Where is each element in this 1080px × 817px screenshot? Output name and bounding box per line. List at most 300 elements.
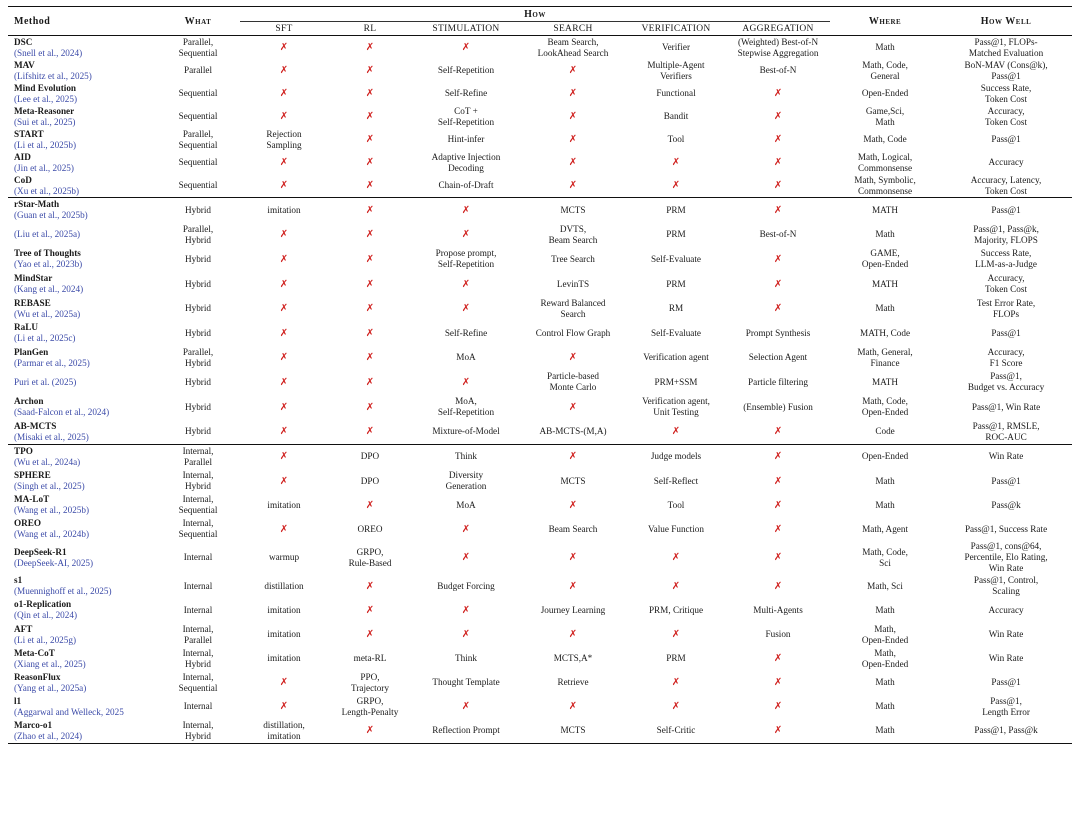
table-row [8, 105, 1072, 128]
method-cell [8, 574, 156, 598]
method-citation[interactable]: (Singh et al., 2025) [14, 481, 85, 492]
rl-cell [328, 247, 412, 272]
how-well-cell: Pass@1, FLOPs- Matched Evaluation [968, 36, 1044, 58]
cross-mark-icon: ✗ [365, 629, 375, 641]
rl-cell [328, 321, 412, 346]
how-well-cell: Pass@1, Win Rate [971, 401, 1041, 412]
rl-cell: OREO [357, 523, 383, 534]
cross-mark-icon: ✗ [671, 157, 681, 168]
method-cell [8, 82, 156, 105]
verification-cell [626, 574, 726, 598]
where-cell: MATH [830, 198, 940, 223]
what-cell: Internal, Hybrid [182, 647, 214, 669]
method-citation[interactable]: (Lifshitz et al., 2025) [14, 70, 92, 81]
verification-cell: PRM+SSM [654, 376, 698, 387]
rl-cell [328, 370, 412, 395]
cross-mark-icon: ✗ [568, 701, 578, 713]
cross-mark-icon: ✗ [568, 552, 578, 564]
method-citation[interactable]: (Guan et al., 2025b) [14, 210, 88, 221]
search-cell: MCTS [520, 198, 626, 223]
table-row [8, 321, 1072, 346]
cross-mark-icon: ✗ [279, 701, 289, 713]
rl-cell [328, 198, 412, 223]
rl-cell [328, 36, 412, 60]
search-cell [520, 59, 626, 82]
aggregation-cell [726, 493, 830, 517]
how-well-cell: Pass@1, Pass@k, Majority, FLOPS [973, 223, 1039, 245]
method-citation[interactable]: (Aggarwal and Welleck, 2025 [14, 706, 124, 717]
method-name: Mind Evolution [14, 82, 77, 93]
search-cell: MCTS [520, 719, 626, 744]
what-cell: Internal [183, 701, 213, 712]
how-well-cell: Accuracy [988, 604, 1024, 615]
cross-mark-icon: ✗ [568, 88, 578, 99]
sft-cell [240, 247, 328, 272]
where-cell: Open-Ended [861, 88, 909, 98]
method-cell [8, 272, 156, 297]
method-citation[interactable]: (Wang et al., 2024b) [14, 529, 90, 540]
search-cell: DVTS, Beam Search [548, 223, 598, 245]
stimulation-cell [412, 36, 520, 60]
cross-mark-icon: ✗ [279, 157, 289, 168]
what-cell: Sequential [178, 111, 218, 121]
method-cell [8, 198, 156, 223]
sft-cell: imitation [267, 499, 301, 510]
cross-mark-icon: ✗ [461, 629, 471, 641]
table-row [8, 272, 1072, 297]
method-citation[interactable]: (Wu et al., 2025a) [14, 308, 81, 319]
search-cell [520, 82, 626, 105]
method-citation[interactable]: (Misaki et al., 2025) [14, 431, 89, 442]
table-row [8, 419, 1072, 444]
method-citation[interactable]: (Liu et al., 2025a) [14, 229, 81, 240]
cross-mark-icon: ✗ [365, 42, 375, 53]
where-cell: Math, Sci [867, 580, 903, 591]
paper-table-region [8, 0, 1072, 744]
table-row [8, 82, 1072, 105]
cross-mark-icon: ✗ [568, 352, 578, 364]
verification-cell: Verifier [661, 42, 691, 52]
method-citation[interactable]: (Lee et al., 2025) [14, 93, 78, 104]
method-cell [8, 128, 156, 151]
stimulation-cell [412, 598, 520, 622]
stimulation-cell: Adaptive Injection Decoding [431, 151, 501, 173]
rl-cell [328, 719, 412, 744]
method-citation[interactable]: (Li et al., 2025b) [14, 139, 76, 150]
header-how-well: How Well [940, 7, 1072, 36]
method-citation[interactable]: (Kang et al., 2024) [14, 284, 84, 295]
verification-cell: Value Function [648, 523, 704, 534]
verification-cell: Self-Evaluate [651, 253, 701, 264]
aggregation-cell [726, 444, 830, 469]
method-citation[interactable]: (Parmar et al., 2025) [14, 357, 90, 368]
verification-cell [626, 695, 726, 719]
rl-cell [328, 296, 412, 321]
method-name: s1 [14, 575, 23, 586]
search-cell [520, 128, 626, 151]
cross-mark-icon: ✗ [671, 701, 681, 713]
cross-mark-icon: ✗ [461, 229, 471, 241]
where-cell: Math [875, 475, 895, 486]
table-row [8, 151, 1072, 174]
cross-mark-icon: ✗ [279, 376, 289, 388]
aggregation-cell [726, 198, 830, 223]
cross-mark-icon: ✗ [773, 475, 783, 487]
table-row [8, 719, 1072, 744]
method-cell [8, 36, 156, 60]
where-cell: Code [875, 426, 895, 437]
verification-cell [626, 419, 726, 444]
where-cell: Open-Ended [830, 444, 940, 469]
method-name: CoD [14, 174, 32, 185]
verification-cell [626, 623, 726, 647]
where-cell: Math, Code [863, 134, 907, 144]
aggregation-cell: Fusion [765, 629, 791, 640]
what-cell: Internal, Hybrid [156, 719, 240, 744]
aggregation-cell: Particle filtering [748, 376, 808, 387]
method-name: rStar-Math [14, 199, 60, 210]
method-citation[interactable]: (DeepSeek-AI, 2025) [14, 557, 94, 568]
method-name: PlanGen [14, 346, 49, 357]
how-well-cell: Pass@1, Budget vs. Accuracy [967, 371, 1045, 393]
cross-mark-icon: ✗ [365, 303, 375, 315]
table-row [8, 36, 1072, 60]
verification-cell: PRM, Critique [648, 604, 704, 615]
how-well-cell: Accuracy, Token Cost [985, 273, 1028, 295]
aggregation-cell [726, 296, 830, 321]
aggregation-cell [726, 151, 830, 174]
table-row [8, 444, 1072, 469]
verification-cell [626, 174, 726, 198]
what-cell: Parallel [183, 65, 213, 75]
verification-cell: Multiple-Agent Verifiers [647, 59, 705, 81]
where-cell: Math [875, 303, 895, 314]
what-cell: Internal [183, 580, 213, 591]
search-cell [520, 395, 626, 420]
verification-cell: Verification agent [643, 352, 709, 363]
where-cell: Math, Open-Ended [861, 623, 909, 645]
search-cell: Tree Search [551, 253, 595, 264]
method-cell [8, 151, 156, 174]
where-cell: Math, Logical, Commonsense [857, 151, 913, 173]
rl-cell [328, 223, 412, 248]
how-well-cell: Pass@1 [991, 677, 1021, 688]
cross-mark-icon: ✗ [568, 401, 578, 413]
verification-cell: Verification agent, Unit Testing [642, 396, 710, 418]
method-cell [8, 541, 156, 574]
rl-cell: GRPO, Length-Penalty [341, 695, 399, 717]
rl-cell [328, 598, 412, 622]
method-name: TPO [14, 445, 33, 456]
cross-mark-icon: ✗ [773, 111, 783, 122]
method-citation[interactable]: (Wu et al., 2024a) [14, 456, 81, 467]
how-well-cell: Pass@1, Pass@k [940, 719, 1072, 744]
sft-cell: imitation [267, 653, 301, 664]
method-name: SPHERE [14, 470, 51, 481]
stimulation-cell: Mixture-of-Model [432, 426, 500, 437]
table-header [8, 7, 1072, 36]
how-well-cell: Accuracy, Latency, Token Cost [970, 174, 1042, 196]
where-cell: Math, Agent [862, 523, 909, 534]
cross-mark-icon: ✗ [773, 157, 783, 168]
search-cell [520, 151, 626, 174]
how-well-cell: Accuracy, F1 Score [987, 346, 1025, 368]
search-cell: AB-MCTS-(M,A) [539, 426, 607, 437]
sft-cell [240, 419, 328, 444]
cross-mark-icon: ✗ [773, 303, 783, 315]
method-cell [8, 59, 156, 82]
cross-mark-icon: ✗ [279, 426, 289, 438]
header-stimulation: STIMULATION [412, 22, 520, 36]
method-cell [8, 719, 156, 744]
what-cell: Internal, Parallel [156, 444, 240, 469]
method-citation[interactable]: (Jin et al., 2025) [14, 162, 74, 173]
sft-cell: distillation [264, 580, 304, 591]
rl-cell [328, 419, 412, 444]
how-well-cell: Pass@k [991, 499, 1021, 510]
method-citation[interactable]: (Xiang et al., 2025) [14, 658, 86, 669]
stimulation-cell: Diversity Generation [445, 470, 487, 492]
method-cell [8, 493, 156, 517]
stimulation-cell: Self-Refine [444, 88, 488, 98]
cross-mark-icon: ✗ [279, 278, 289, 290]
header-rl: RL [328, 22, 412, 36]
cross-mark-icon: ✗ [773, 204, 783, 216]
search-cell [520, 623, 626, 647]
table-row [8, 695, 1072, 719]
cross-mark-icon: ✗ [773, 278, 783, 290]
where-cell: MATH [872, 278, 899, 289]
rl-cell: GRPO, Rule-Based [348, 546, 392, 568]
header-where: Where [830, 7, 940, 36]
cross-mark-icon: ✗ [279, 229, 289, 241]
search-cell [520, 346, 626, 371]
method-cell [8, 647, 156, 671]
aggregation-cell [726, 105, 830, 128]
cross-mark-icon: ✗ [461, 552, 471, 564]
stimulation-cell [412, 695, 520, 719]
table-row [8, 493, 1072, 517]
cross-mark-icon: ✗ [671, 677, 681, 689]
cross-mark-icon: ✗ [461, 701, 471, 713]
what-cell: Parallel, Hybrid [182, 223, 214, 245]
method-citation[interactable]: Puri et al. (2025) [14, 376, 77, 387]
method-name: Marco-o1 [14, 719, 53, 730]
verification-cell: PRM [666, 278, 686, 289]
verification-cell: Tool [667, 499, 685, 510]
sft-cell: imitation [240, 198, 328, 223]
method-name: Archon [14, 396, 44, 407]
cross-mark-icon: ✗ [279, 451, 289, 463]
search-cell: LevinTS [556, 278, 590, 289]
rl-cell [328, 574, 412, 598]
method-cell [8, 623, 156, 647]
how-well-cell: Pass@1, RMSLE, ROC-AUC [972, 420, 1040, 442]
cross-mark-icon: ✗ [365, 327, 375, 339]
how-well-cell: Test Error Rate, FLOPs [976, 297, 1036, 319]
stimulation-cell: Hint-infer [447, 134, 485, 144]
rl-cell [328, 151, 412, 174]
cross-mark-icon: ✗ [365, 725, 375, 737]
method-name: MindStar [14, 273, 53, 284]
table-row [8, 223, 1072, 248]
table-row [8, 623, 1072, 647]
sft-cell [240, 671, 328, 695]
where-cell: Game,Sci, Math [865, 105, 905, 127]
method-citation[interactable]: (Sui et al., 2025) [14, 116, 76, 127]
how-well-cell: Accuracy, Token Cost [985, 105, 1028, 127]
search-cell [520, 574, 626, 598]
cross-mark-icon: ✗ [279, 88, 289, 99]
table-row [8, 346, 1072, 371]
cross-mark-icon: ✗ [568, 157, 578, 168]
cross-mark-icon: ✗ [773, 580, 783, 592]
method-citation[interactable]: (Yang et al., 2025a) [14, 682, 87, 693]
header-aggregation: AGGREGATION [726, 22, 830, 36]
rl-cell [328, 395, 412, 420]
header-search: SEARCH [520, 22, 626, 36]
cross-mark-icon: ✗ [365, 426, 375, 438]
where-cell: MATH, Code [860, 327, 911, 338]
cross-mark-icon: ✗ [365, 499, 375, 511]
cross-mark-icon: ✗ [671, 552, 681, 564]
cross-mark-icon: ✗ [461, 204, 471, 216]
cross-mark-icon: ✗ [773, 725, 783, 737]
stimulation-cell [412, 541, 520, 574]
method-citation[interactable]: (Zhao et al., 2024) [14, 730, 83, 741]
method-name: AFT [14, 623, 33, 634]
table-row [8, 517, 1072, 541]
how-well-cell: BoN-MAV (Cons@k), Pass@1 [964, 59, 1048, 81]
stimulation-cell [412, 272, 520, 297]
cross-mark-icon: ✗ [279, 677, 289, 689]
cross-mark-icon: ✗ [568, 580, 578, 592]
search-cell: Retrieve [557, 677, 589, 688]
search-cell: Beam Search, LookAhead Search [537, 36, 609, 58]
what-cell: Sequential [178, 157, 218, 167]
where-cell: Math, Code, Sci [862, 546, 908, 568]
how-well-cell: Pass@1, Length Error [982, 695, 1030, 717]
verification-cell: Bandit [663, 111, 689, 121]
method-citation[interactable]: (Xu et al., 2025b) [14, 185, 80, 196]
cross-mark-icon: ✗ [773, 180, 783, 191]
cross-mark-icon: ✗ [773, 677, 783, 689]
method-citation[interactable]: (Li et al., 2025c) [14, 333, 76, 344]
aggregation-cell: Best-of-N [759, 65, 797, 75]
table-row [8, 198, 1072, 223]
cross-mark-icon: ✗ [671, 180, 681, 191]
cross-mark-icon: ✗ [365, 253, 375, 265]
sft-cell [240, 105, 328, 128]
method-name: l1 [14, 695, 22, 706]
how-well-cell: Win Rate [940, 444, 1072, 469]
aggregation-cell [726, 174, 830, 198]
cross-mark-icon: ✗ [461, 376, 471, 388]
sft-cell [240, 36, 328, 60]
where-cell: Math [875, 701, 895, 712]
cross-mark-icon: ✗ [461, 523, 471, 535]
cross-mark-icon: ✗ [365, 88, 375, 99]
aggregation-cell: Best-of-N [759, 229, 797, 240]
aggregation-cell [726, 82, 830, 105]
aggregation-cell [726, 272, 830, 297]
how-well-cell: Win Rate [988, 629, 1024, 640]
verification-cell: Functional [656, 88, 696, 98]
search-cell: Particle-based Monte Carlo [546, 371, 600, 393]
method-citation[interactable]: (Qin et al., 2024) [14, 610, 78, 621]
stimulation-cell [412, 623, 520, 647]
method-citation[interactable]: (Snell et al., 2024) [14, 47, 83, 58]
what-cell: Sequential [178, 88, 218, 98]
method-citation[interactable]: (Li et al., 2025g) [14, 634, 76, 645]
search-cell: Beam Search [548, 523, 598, 534]
rl-cell: meta-RL [353, 653, 387, 664]
what-cell: Internal, Parallel [182, 623, 214, 645]
what-cell: Hybrid [184, 253, 212, 264]
cross-mark-icon: ✗ [279, 180, 289, 191]
stimulation-cell: Self-Refine [444, 327, 488, 338]
what-cell: Internal, Hybrid [182, 470, 214, 492]
cross-mark-icon: ✗ [773, 499, 783, 511]
method-cell [8, 321, 156, 346]
cross-mark-icon: ✗ [365, 278, 375, 290]
cross-mark-icon: ✗ [773, 701, 783, 713]
where-cell: Math, General, Finance [857, 346, 913, 368]
header-method: Method [8, 7, 156, 36]
search-cell [520, 105, 626, 128]
sft-cell [240, 272, 328, 297]
cross-mark-icon: ✗ [279, 327, 289, 339]
method-citation[interactable]: (Wang et al., 2025b) [14, 505, 90, 516]
method-cell [8, 105, 156, 128]
header-how-label: How [524, 8, 546, 20]
sft-cell [240, 223, 328, 248]
cross-mark-icon: ✗ [568, 180, 578, 191]
cross-mark-icon: ✗ [568, 451, 578, 463]
cross-mark-icon: ✗ [279, 65, 289, 76]
method-name: Tree of Thoughts [14, 248, 81, 259]
sft-cell [240, 469, 328, 493]
header-what: What [156, 7, 240, 36]
rl-cell [328, 105, 412, 128]
method-citation[interactable]: (Saad-Falcon et al., 2024) [14, 407, 110, 418]
cross-mark-icon: ✗ [461, 278, 471, 290]
verification-cell: Tool [667, 134, 685, 144]
sft-cell: warmup [268, 552, 300, 563]
stimulation-cell: Budget Forcing [437, 580, 495, 591]
verification-cell: Judge models [626, 444, 726, 469]
method-citation[interactable]: (Muennighoff et al., 2025) [14, 586, 112, 597]
what-cell: Hybrid [184, 426, 212, 437]
verification-cell [626, 151, 726, 174]
how-well-cell: Pass@1, cons@64, Percentile, Elo Rating, Win Rate [964, 541, 1048, 574]
method-citation[interactable]: (Yao et al., 2023b) [14, 259, 83, 270]
rl-cell [328, 174, 412, 198]
sft-cell: Rejection Sampling [266, 128, 302, 150]
rl-cell [328, 59, 412, 82]
how-well-cell: Pass@1 [940, 198, 1072, 223]
stimulation-cell [412, 223, 520, 248]
cross-mark-icon: ✗ [671, 426, 681, 438]
table-row [8, 598, 1072, 622]
verification-cell [626, 541, 726, 574]
where-cell: Math [875, 604, 895, 615]
cross-mark-icon: ✗ [773, 653, 783, 665]
table-row [8, 574, 1072, 598]
sft-cell [240, 695, 328, 719]
cross-mark-icon: ✗ [773, 451, 783, 463]
where-cell: Math, Code, General [862, 59, 908, 81]
